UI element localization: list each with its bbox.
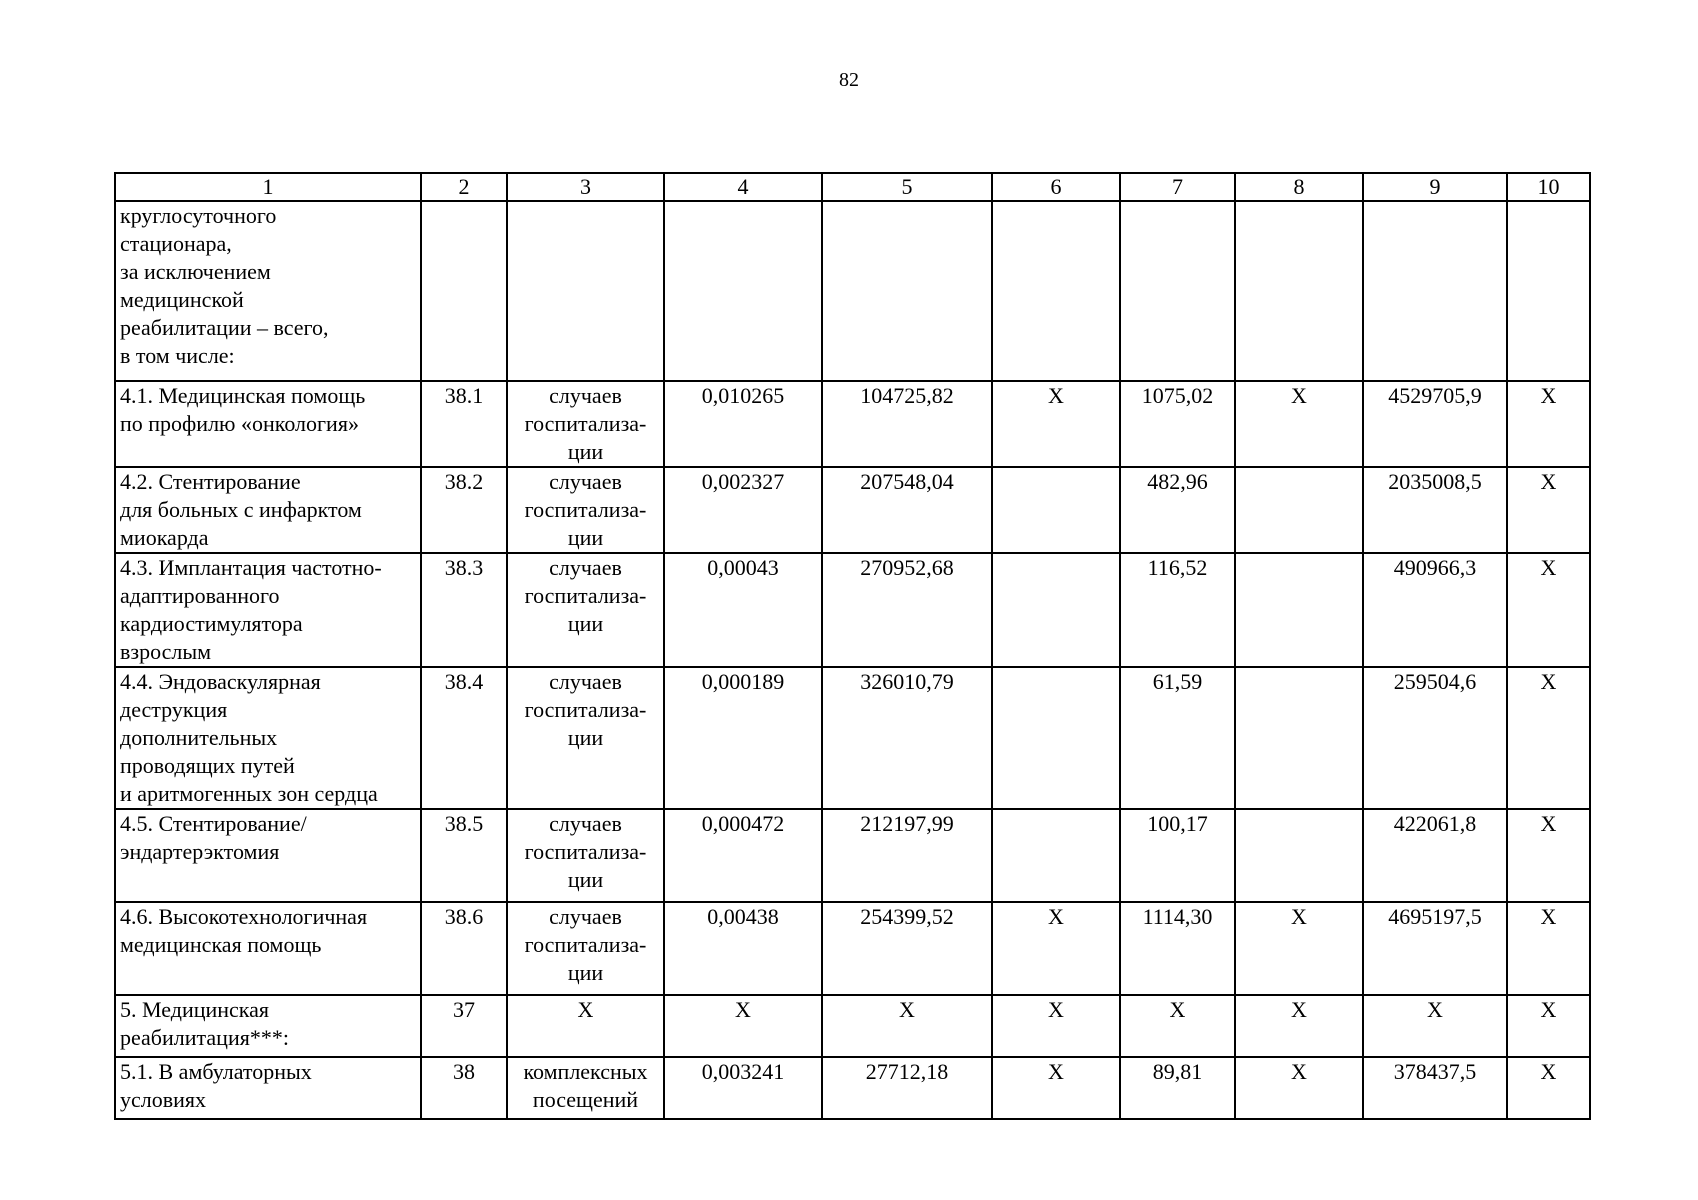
- column-number-2: 2: [421, 173, 507, 201]
- row-number: 38.2: [421, 467, 507, 553]
- value-col-9: 2035008,5: [1363, 467, 1507, 553]
- unit-of-measure: [507, 995, 664, 1057]
- volume-norm: Х: [664, 995, 822, 1057]
- row-number: 38.3: [421, 553, 507, 667]
- column-number-8: 8: [1235, 173, 1363, 201]
- column-number-3: 3: [507, 173, 664, 201]
- value-col-9: 4695197,5: [1363, 902, 1507, 995]
- header-row: [115, 173, 1590, 201]
- description-line: дополнительных: [120, 725, 278, 750]
- description-line: реабилитация***:: [120, 1025, 289, 1050]
- data-table: [114, 172, 1591, 1120]
- value-col-7: [1120, 201, 1235, 381]
- value-col-8: Х: [1235, 381, 1363, 467]
- value-col-8: Х: [1235, 1057, 1363, 1119]
- description-line: деструкция: [120, 697, 228, 722]
- description-line: 4.6. Высокотехнологичная: [120, 904, 368, 929]
- column-number-9: 9: [1363, 173, 1507, 201]
- row-number: 38.5: [421, 809, 507, 902]
- description-line: стационара,: [120, 231, 232, 256]
- description-line: взрослым: [120, 639, 212, 664]
- unit-line: комплексных: [523, 1059, 648, 1084]
- table-row: [115, 467, 1590, 553]
- value-col-10: Х: [1507, 381, 1590, 467]
- value-col-10: Х: [1507, 1057, 1590, 1119]
- unit-of-measure: [507, 809, 664, 902]
- cost-norm: 326010,79: [822, 667, 992, 809]
- unit-line: госпитализа-: [524, 932, 647, 957]
- unit-line: госпитализа-: [524, 411, 647, 436]
- row-description: [115, 995, 421, 1057]
- value-col-7: 116,52: [1120, 553, 1235, 667]
- description-line: адаптированного: [120, 583, 280, 608]
- value-col-7: 482,96: [1120, 467, 1235, 553]
- column-number-10: 10: [1507, 173, 1590, 201]
- table-row: [115, 809, 1590, 902]
- description-line: медицинская помощь: [120, 932, 322, 957]
- cost-norm: 207548,04: [822, 467, 992, 553]
- value-col-6: Х: [992, 995, 1120, 1057]
- volume-norm: 0,00438: [664, 902, 822, 995]
- value-col-10: Х: [1507, 467, 1590, 553]
- unit-of-measure: [507, 201, 664, 381]
- table-row: [115, 553, 1590, 667]
- column-number-7: 7: [1120, 173, 1235, 201]
- value-col-7: Х: [1120, 995, 1235, 1057]
- unit-line: ции: [567, 611, 604, 636]
- row-number: [421, 201, 507, 381]
- unit-line: Х: [577, 997, 594, 1022]
- row-number: 37: [421, 995, 507, 1057]
- volume-norm: 0,010265: [664, 381, 822, 467]
- unit-line: госпитализа-: [524, 839, 647, 864]
- cost-norm: 212197,99: [822, 809, 992, 902]
- table-row: [115, 667, 1590, 809]
- unit-of-measure: [507, 553, 664, 667]
- table-row: [115, 902, 1590, 995]
- value-col-9: 4529705,9: [1363, 381, 1507, 467]
- unit-line: госпитализа-: [524, 697, 647, 722]
- value-col-9: Х: [1363, 995, 1507, 1057]
- volume-norm: 0,002327: [664, 467, 822, 553]
- unit-line: ции: [567, 867, 604, 892]
- value-col-6: Х: [992, 381, 1120, 467]
- table-row: [115, 381, 1590, 467]
- description-line: условиях: [120, 1087, 207, 1112]
- unit-line: случаев: [549, 669, 622, 694]
- volume-norm: 0,000472: [664, 809, 822, 902]
- cost-norm: Х: [822, 995, 992, 1057]
- value-col-6: [992, 667, 1120, 809]
- row-description: [115, 1057, 421, 1119]
- description-line: для больных с инфарктом: [120, 497, 362, 522]
- description-line: медицинской: [120, 287, 244, 312]
- unit-line: госпитализа-: [524, 583, 647, 608]
- row-description: [115, 201, 421, 381]
- value-col-10: Х: [1507, 809, 1590, 902]
- table-row: [115, 201, 1590, 381]
- value-col-6: Х: [992, 1057, 1120, 1119]
- description-line: в том числе:: [120, 343, 235, 368]
- value-col-9: 422061,8: [1363, 809, 1507, 902]
- description-line: и аритмогенных зон сердца: [120, 781, 378, 806]
- value-col-9: [1363, 201, 1507, 381]
- column-number-4: 4: [664, 173, 822, 201]
- value-col-6: [992, 467, 1120, 553]
- volume-norm: 0,00043: [664, 553, 822, 667]
- value-col-7: 100,17: [1120, 809, 1235, 902]
- value-col-9: 259504,6: [1363, 667, 1507, 809]
- value-col-7: 89,81: [1120, 1057, 1235, 1119]
- description-line: 5.1. В амбулаторных: [120, 1059, 312, 1084]
- description-line: за исключением: [120, 259, 271, 284]
- value-col-7: 1075,02: [1120, 381, 1235, 467]
- unit-of-measure: [507, 902, 664, 995]
- value-col-8: [1235, 201, 1363, 381]
- unit-line: случаев: [549, 904, 622, 929]
- value-col-9: 378437,5: [1363, 1057, 1507, 1119]
- description-line: круглосуточного: [120, 203, 277, 228]
- unit-line: ции: [567, 439, 604, 464]
- unit-line: госпитализа-: [524, 497, 647, 522]
- row-number: 38.1: [421, 381, 507, 467]
- column-number-5: 5: [822, 173, 992, 201]
- unit-line: ции: [567, 525, 604, 550]
- cost-norm: 27712,18: [822, 1057, 992, 1119]
- cost-norm: [822, 201, 992, 381]
- value-col-10: Х: [1507, 995, 1590, 1057]
- row-number: 38.4: [421, 667, 507, 809]
- volume-norm: 0,000189: [664, 667, 822, 809]
- unit-line: посещений: [532, 1087, 639, 1112]
- description-line: 4.5. Стентирование/: [120, 811, 307, 836]
- description-line: реабилитации – всего,: [120, 315, 329, 340]
- unit-line: случаев: [549, 811, 622, 836]
- value-col-8: Х: [1235, 995, 1363, 1057]
- column-number-6: 6: [992, 173, 1120, 201]
- value-col-10: [1507, 201, 1590, 381]
- volume-norm: [664, 201, 822, 381]
- cost-norm: 104725,82: [822, 381, 992, 467]
- value-col-8: [1235, 809, 1363, 902]
- cost-norm: 254399,52: [822, 902, 992, 995]
- column-number-1: 1: [115, 173, 421, 201]
- row-number: 38.6: [421, 902, 507, 995]
- value-col-6: [992, 201, 1120, 381]
- row-number: 38: [421, 1057, 507, 1119]
- row-description: [115, 667, 421, 809]
- description-line: 5. Медицинская: [120, 997, 270, 1022]
- table-row: [115, 1057, 1590, 1119]
- value-col-8: [1235, 553, 1363, 667]
- description-line: по профилю «онкология»: [120, 411, 359, 436]
- row-description: [115, 381, 421, 467]
- value-col-8: [1235, 467, 1363, 553]
- description-line: кардиостимулятора: [120, 611, 303, 636]
- unit-of-measure: [507, 667, 664, 809]
- value-col-10: Х: [1507, 667, 1590, 809]
- unit-of-measure: [507, 1057, 664, 1119]
- page-number: 82: [839, 69, 859, 91]
- value-col-9: 490966,3: [1363, 553, 1507, 667]
- value-col-6: [992, 553, 1120, 667]
- unit-of-measure: [507, 381, 664, 467]
- value-col-6: Х: [992, 902, 1120, 995]
- description-line: 4.2. Стентирование: [120, 469, 301, 494]
- value-col-10: Х: [1507, 553, 1590, 667]
- unit-line: случаев: [549, 383, 622, 408]
- value-col-8: Х: [1235, 902, 1363, 995]
- description-line: 4.4. Эндоваскулярная: [120, 669, 321, 694]
- table-body: [115, 173, 1590, 1119]
- unit-line: ции: [567, 960, 604, 985]
- volume-norm: 0,003241: [664, 1057, 822, 1119]
- unit-line: ции: [567, 725, 604, 750]
- row-description: [115, 553, 421, 667]
- value-col-10: Х: [1507, 902, 1590, 995]
- description-line: 4.3. Имплантация частотно-: [120, 555, 382, 580]
- row-description: [115, 902, 421, 995]
- value-col-8: [1235, 667, 1363, 809]
- value-col-7: 61,59: [1120, 667, 1235, 809]
- value-col-7: 1114,30: [1120, 902, 1235, 995]
- description-line: 4.1. Медицинская помощь: [120, 383, 366, 408]
- unit-line: случаев: [549, 555, 622, 580]
- description-line: миокарда: [120, 525, 209, 550]
- unit-of-measure: [507, 467, 664, 553]
- row-description: [115, 467, 421, 553]
- description-line: эндартерэктомия: [120, 839, 280, 864]
- cost-norm: 270952,68: [822, 553, 992, 667]
- unit-line: случаев: [549, 469, 622, 494]
- value-col-6: [992, 809, 1120, 902]
- table-row: [115, 995, 1590, 1057]
- row-description: [115, 809, 421, 902]
- description-line: проводящих путей: [120, 753, 295, 778]
